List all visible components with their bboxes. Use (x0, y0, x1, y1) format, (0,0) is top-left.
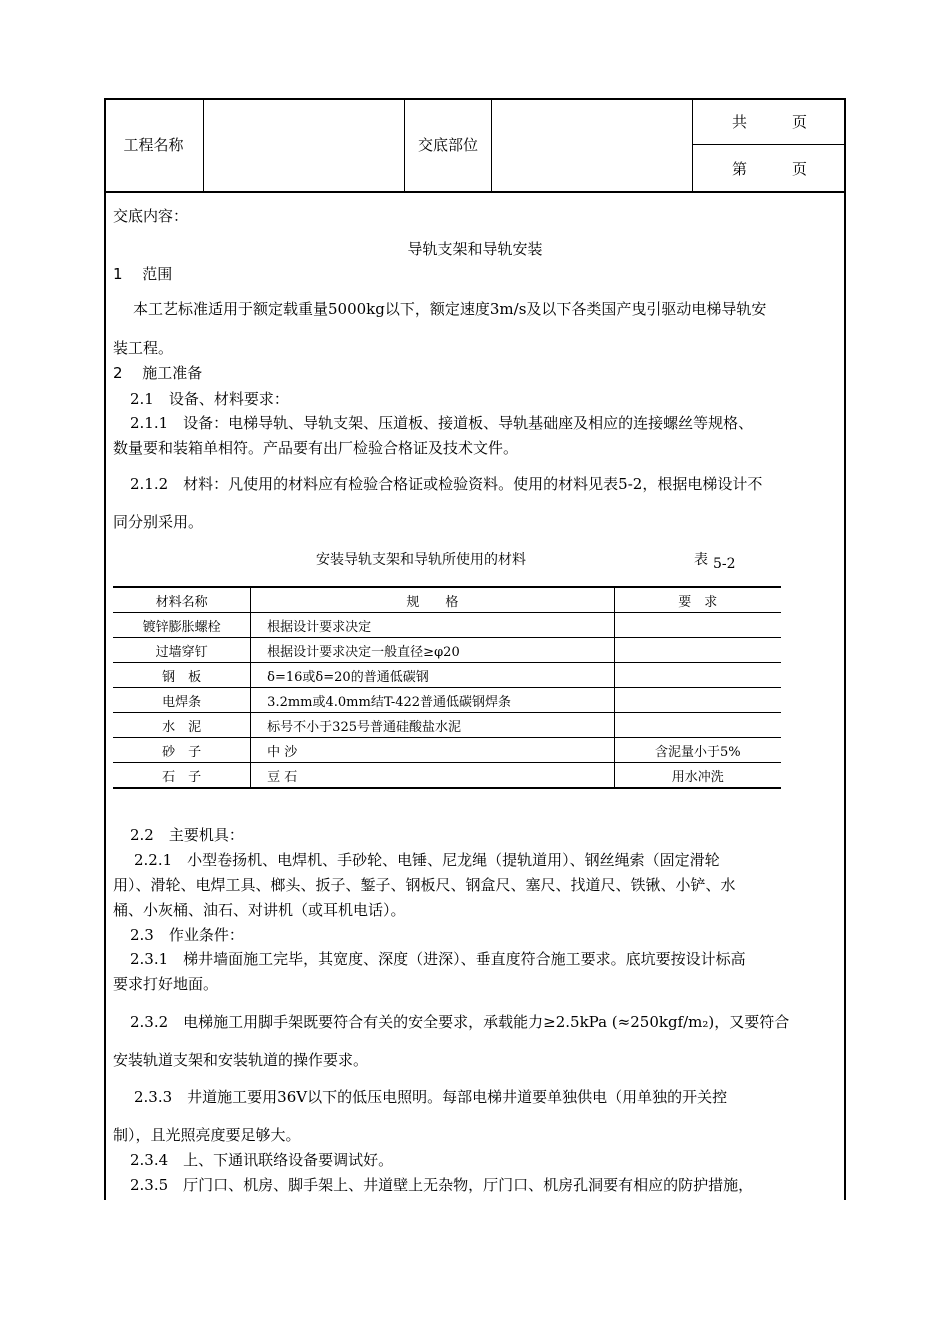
cell-spec: 根据设计要求决定 (251, 613, 614, 638)
section-2-3-5: 2.3.5 厅门口、机房、脚手架上、井道壁上无杂物，厅门口、机房孔洞要有相应的防护措施， (130, 1176, 754, 1194)
cell-spec: 根据设计要求决定一般直径≥φ20 (251, 638, 614, 663)
section-1-heading: 1 范围 (113, 265, 173, 283)
table-number: 5-2 (713, 556, 736, 572)
cell-requirement: 用水冲洗 (614, 763, 781, 789)
col-header-requirement: 要 求 (614, 587, 781, 613)
cell-material: 镀锌膨胀螺栓 (113, 613, 251, 638)
project-name-label: 工程名称 (123, 136, 184, 154)
table-row (113, 738, 781, 763)
section-2-2-1: 2.2.1 小型卷扬机、电焊机、手砂轮、电锤、尼龙绳（提轨道用）、钢丝绳索（固定滑轮 (134, 851, 720, 869)
disclosure-part-label: 交底部位 (417, 136, 478, 154)
cell-material: 钢 板 (113, 663, 251, 688)
page-number-label: 第 页 (731, 159, 807, 178)
project-name-field[interactable] (204, 98, 404, 191)
cell-requirement (614, 613, 781, 638)
materials-table (113, 586, 781, 789)
section-2-3: 2.3 作业条件： (130, 926, 244, 944)
section-2-2-1-cont: 用）、滑轮、电焊工具、榔头、扳子、錾子、钢板尺、钢盒尺、塞尺、找道尺、铁锹、小铲、水 (113, 876, 736, 894)
section-2-2: 2.2 主要机具： (130, 826, 244, 844)
table-row (113, 613, 781, 638)
table-row (113, 663, 781, 688)
cell-spec: 中 沙 (251, 738, 614, 763)
section-2-3-1: 2.3.1 梯井墙面施工完毕，其宽度、深度（进深）、垂直度符合施工要求。底坑要按设计标高 (130, 950, 746, 968)
cell-requirement (614, 638, 781, 663)
section-1-text: 本工艺标准适用于额定载重量5000kg以下，额定速度3m/s及以下各类国产曳引驱动电梯导轨安 (133, 300, 767, 318)
section-2-1-1: 2.1.1 设备：电梯导轨、导轨支架、压道板、接道板、导轨基础座及相应的连接螺丝等规格、 (130, 414, 754, 432)
cell-spec: δ=16或δ=20的普通低碳钢 (251, 663, 614, 688)
section-2-3-1-cont: 要求打好地面。 (113, 975, 219, 993)
section-2-3-2: 2.3.2 电梯施工用脚手架既要符合有关的安全要求，承载能力≥2.5kPa (≈250kgf/m₂)，又要符合 (130, 1013, 790, 1031)
disclosure-part-field[interactable] (492, 98, 692, 191)
cell-requirement: 含泥量小于5% (614, 738, 781, 763)
section-2-3-4: 2.3.4 上、下通讯联络设备要调试好。 (130, 1151, 394, 1169)
cell-requirement (614, 663, 781, 688)
table-header-row (113, 587, 781, 613)
section-2-2-1-cont2: 桶、小灰桶、油石、对讲机（或耳机电话）。 (113, 901, 406, 919)
cell-material: 砂 子 (113, 738, 251, 763)
section-2-3-3: 2.3.3 井道施工要用36V以下的低压电照明。每部电梯井道要单独供电（用单独的开关控 (134, 1088, 728, 1106)
section-1-text-cont: 装工程。 (113, 339, 174, 357)
table-row (113, 713, 781, 738)
cell-spec: 豆 石 (251, 763, 614, 789)
section-2-1-1-cont: 数量要和装箱单相符。产品要有出厂检验合格证及技术文件。 (113, 439, 519, 457)
cell-requirement (614, 688, 781, 713)
section-2-1-2-cont: 同分别采用。 (113, 513, 204, 531)
table-row (113, 763, 781, 789)
intro-label: 交底内容： (113, 207, 189, 225)
table-number-prefix: 表 (694, 552, 708, 568)
table-title: 安装导轨支架和导轨所使用的材料 (316, 552, 526, 568)
section-2-3-3-cont: 制），且光照亮度要足够大。 (113, 1126, 301, 1144)
section-2-1-2: 2.1.2 材料：凡使用的材料应有检验合格证或检验资料。使用的材料见表5-2，根据电梯设计不 (130, 475, 763, 493)
cell-spec: 标号不小于325号普通硅酸盐水泥 (251, 713, 614, 738)
cell-requirement (614, 713, 781, 738)
section-2-1: 2.1 设备、材料要求： (130, 390, 289, 408)
col-header-spec: 规 格 (251, 587, 614, 613)
doc-title: 导轨支架和导轨安装 (407, 240, 543, 258)
section-2-heading: 2 施工准备 (113, 364, 203, 382)
cell-material: 过墙穿钉 (113, 638, 251, 663)
table-row (113, 638, 781, 663)
table-row (113, 688, 781, 713)
total-pages-label: 共 页 (731, 112, 807, 131)
cell-material: 石 子 (113, 763, 251, 789)
header-grid (104, 98, 846, 193)
cell-material: 水 泥 (113, 713, 251, 738)
col-header-material: 材料名称 (113, 587, 251, 613)
cell-material: 电焊条 (113, 688, 251, 713)
cell-spec: 3.2mm或4.0mm结T-422普通低碳钢焊条 (251, 688, 614, 713)
section-2-3-2-cont: 安装轨道支架和安装轨道的操作要求。 (113, 1051, 369, 1069)
